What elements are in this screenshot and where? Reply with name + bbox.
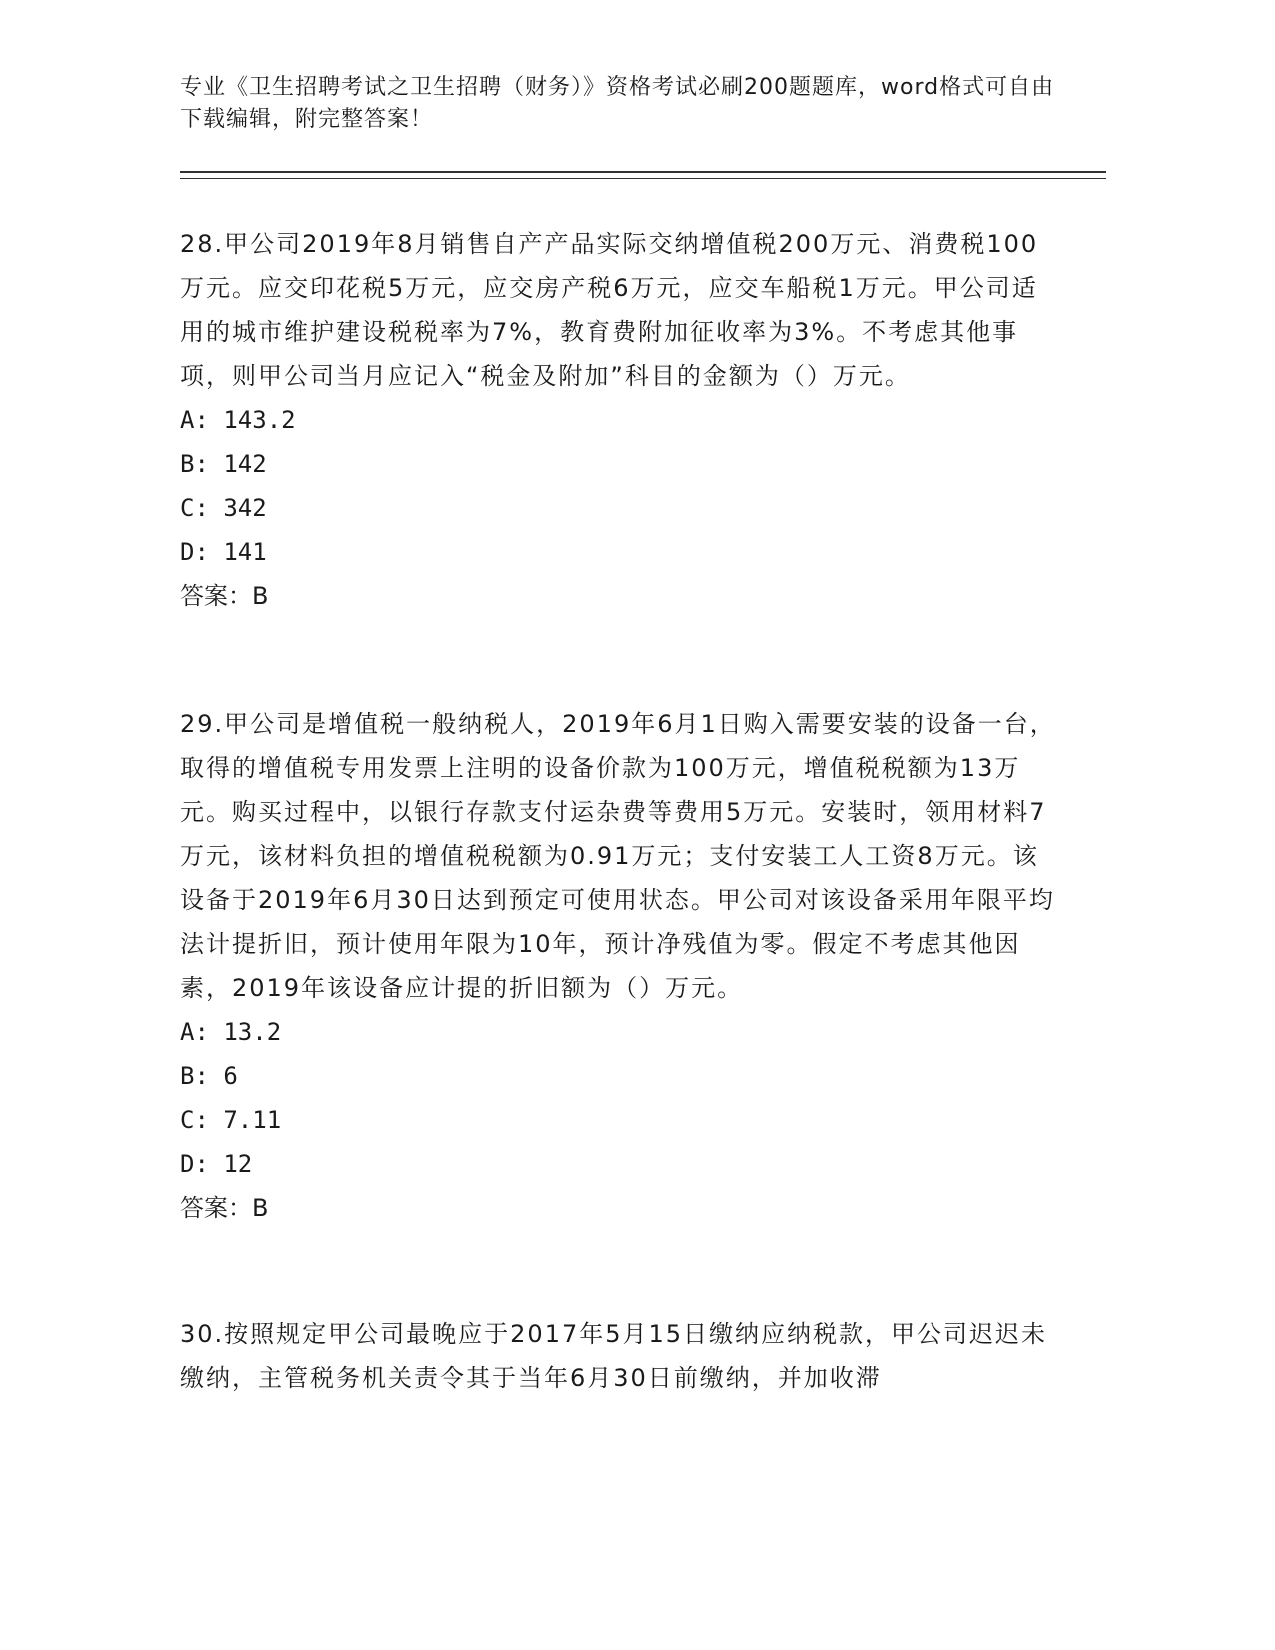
answer-line: 答案：B xyxy=(180,1194,269,1222)
option-c: C: 7.11 xyxy=(180,1106,282,1134)
option-b: B: 142 xyxy=(180,450,267,478)
header-divider-thick xyxy=(180,171,1106,173)
option-c: C: 342 xyxy=(180,494,267,522)
header-divider-thin xyxy=(180,178,1106,179)
question-stem: 28.甲公司2019年8月销售自产产品实际交纳增值税200万元、消费税100万元。应交印花税5万元，应交房产税6万元，应交车船税1万元。甲公司适用的城市维护建设税税率为7%，教育费附加征收率为3%。不考虑其他事项，则甲公司当月应记入“税金及附加”科目的金额为（）万元。 xyxy=(180,230,1039,390)
option-a: A: 143.2 xyxy=(180,406,296,434)
option-a: A: 13.2 xyxy=(180,1018,282,1046)
question-stem: 30.按照规定甲公司最晚应于2017年5月15日缴纳应纳税款，甲公司迟迟未缴纳，主管税务机关责令其于当年6月30日前缴纳，并加收滞 xyxy=(180,1320,1048,1392)
question-28 xyxy=(180,222,1060,618)
option-d: D: 12 xyxy=(180,1150,253,1178)
question-stem: 29.甲公司是增值税一般纳税人，2019年6月1日购入需要安装的设备一台，取得的增值税专用发票上注明的设备价款为100万元，增值税税额为13万元。购买过程中，以银行存款支付运杂费等费用5万元。安装时，领用材料7万元，该材料负担的增值税税额为0.91万元；支付安装工人工资8万元。该设备于2019年6月30日达到预定可使用状态。甲公司对该设备采用年限平均法计提折旧，预计使用年限为10年，预计净残值为零。假定不考虑其他因素，2019年该设备应计提的折旧额为（）万元。 xyxy=(180,710,1056,1002)
option-d: D: 141 xyxy=(180,538,267,566)
answer-line: 答案：B xyxy=(180,582,269,610)
question-30 xyxy=(180,1312,1060,1400)
document-header: 专业《卫生招聘考试之卫生招聘（财务）》资格考试必刷200题题库，word格式可自由下载编辑，附完整答案！ xyxy=(180,75,1055,132)
question-29 xyxy=(180,702,1060,1230)
option-b: B: 6 xyxy=(180,1062,238,1090)
